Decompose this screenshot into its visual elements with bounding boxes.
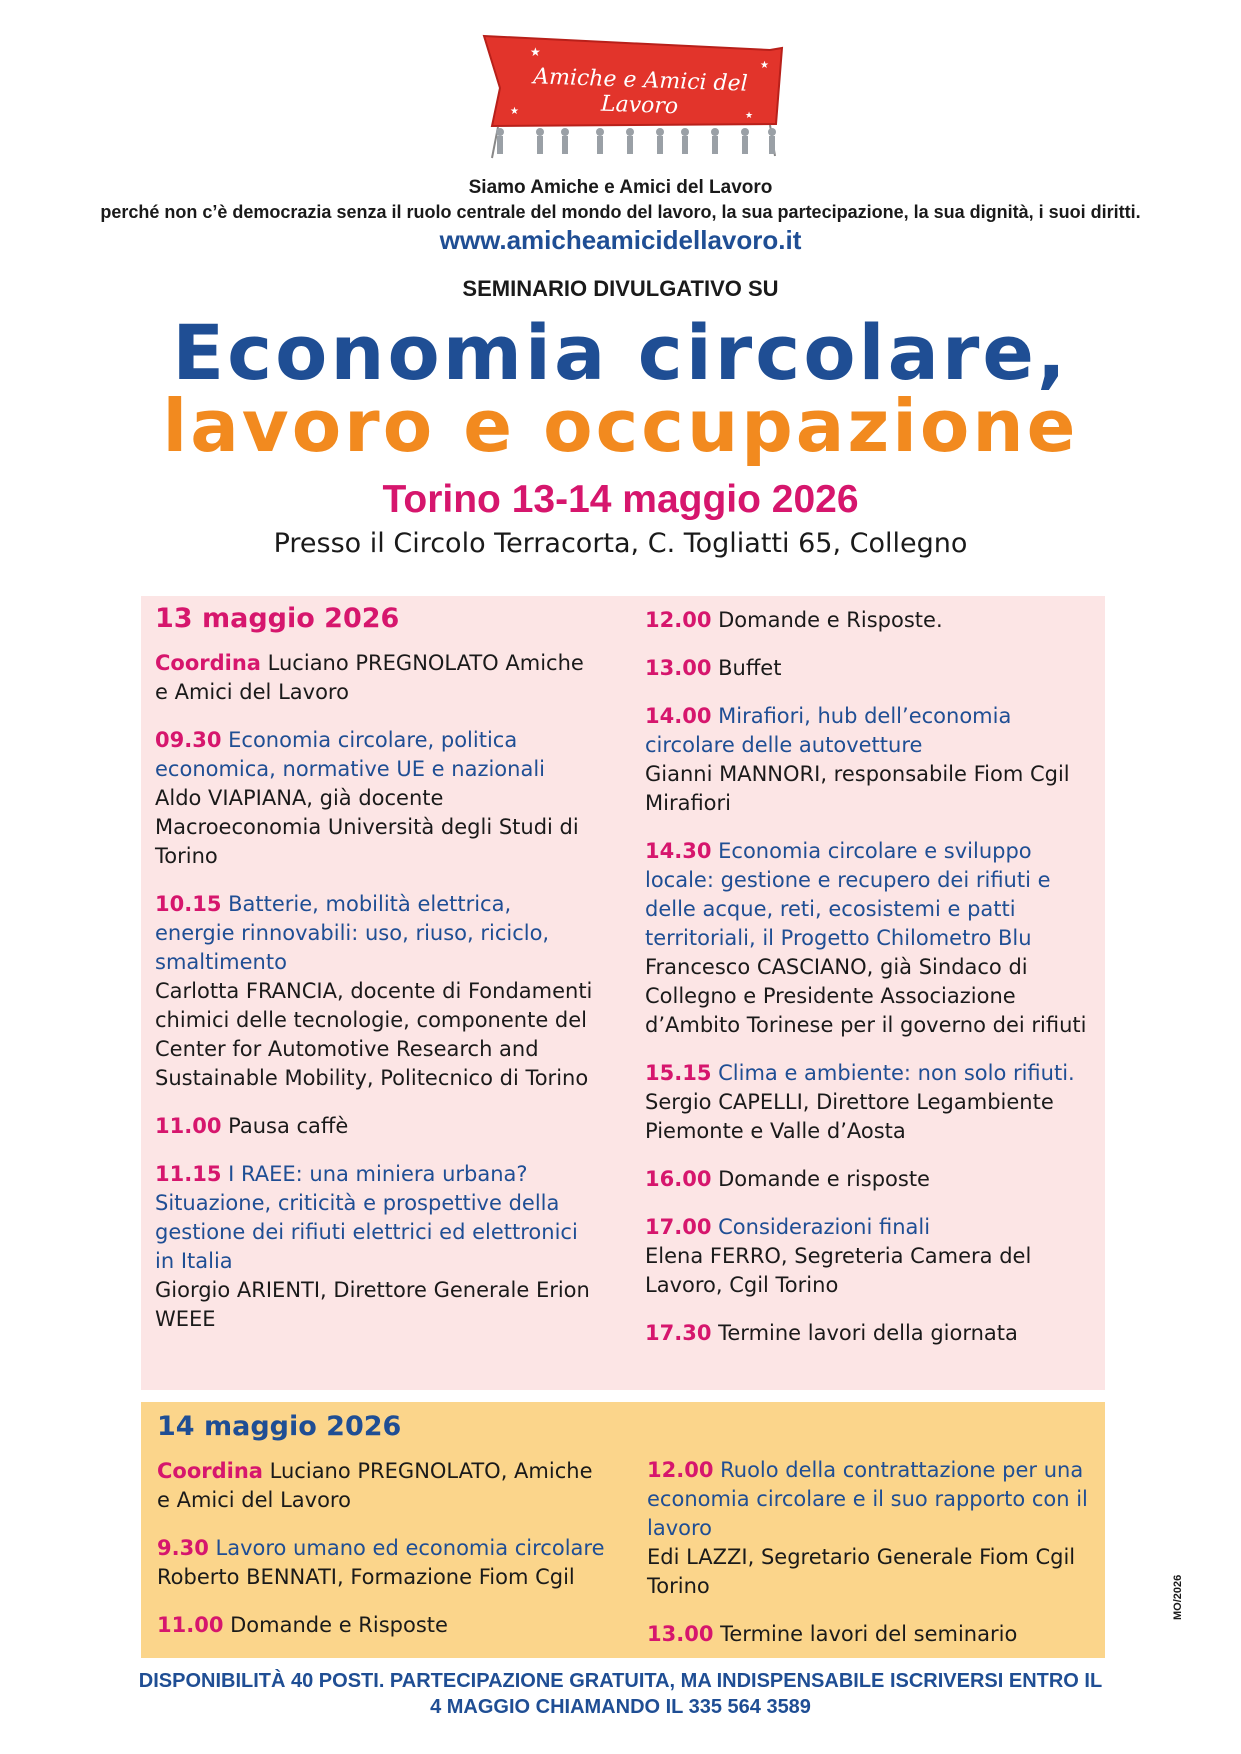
title-line2: lavoro e occupazione (162, 384, 1079, 468)
entry-time: 14.00 (645, 704, 712, 728)
entry-time: 11.00 (157, 1613, 224, 1637)
coord-label: Coordina (155, 651, 261, 675)
day1-right-column (645, 606, 1095, 1367)
entry-topic: Mirafiori, hub dell’economia circolare delle autovetture (645, 704, 1012, 757)
entry-time: 14.30 (645, 839, 712, 863)
entry-speaker: Carlotta FRANCIA, docente di Fondamenti chimici delle tecnologie, componente del Center for Automotive Research and Sustainable Mobility, Politecnico di Torino (155, 979, 593, 1090)
website-link[interactable]: www.amicheamicidellavoro.it (439, 225, 802, 255)
program-entry (155, 726, 595, 871)
program-entry (157, 1534, 605, 1592)
day2-label: 14 maggio 2026 (157, 1411, 402, 1442)
entry-speaker: Sergio CAPELLI, Direttore Legambiente Piemonte e Valle d’Aosta (645, 1090, 1054, 1143)
entry-speaker: Roberto BENNATI, Formazione Fiom Cgil (157, 1565, 575, 1589)
entry-topic: Economia circolare e sviluppo locale: gestione e recupero dei rifiuti e delle acque, reti, ecosistemi e patti territoriali, il Progetto Chilometro Blu (645, 839, 1051, 950)
program-entry (155, 1112, 595, 1141)
program-entry (645, 1319, 1095, 1348)
svg-text:★: ★ (745, 111, 754, 121)
coord-label: Coordina (157, 1459, 263, 1483)
entry-time: 12.00 (647, 1458, 714, 1482)
svg-text:★: ★ (510, 106, 519, 117)
entry-time: 13.00 (647, 1622, 714, 1646)
footer-line1: DISPONIBILITÀ 40 POSTI. PARTECIPAZIONE GRATUITA, MA INDISPENSABILE ISCRIVERSI ENTRO IL (138, 1670, 1103, 1692)
coord-text: Luciano PREGNOLATO Amiche e Amici del Lavoro (155, 651, 584, 704)
svg-text:★: ★ (530, 45, 541, 59)
entry-speaker: Domande e risposte (718, 1167, 930, 1191)
entry-topic: Clima e ambiente: non solo rifiuti. (718, 1061, 1075, 1085)
entry-time: 11.15 (155, 1162, 222, 1186)
day2-left-column (157, 1412, 605, 1659)
program-entry (645, 1213, 1095, 1300)
entry-speaker: Termine lavori del seminario (720, 1622, 1018, 1646)
entry-topic: Batterie, mobilità elettrica, energie rinnovabili: uso, riuso, riciclo, smaltimento (155, 892, 550, 974)
day2-coordinator (157, 1457, 605, 1515)
entry-speaker: Gianni MANNORI, responsabile Fiom Cgil Mirafiori (645, 762, 1070, 815)
intro-line2: perché non c’è democrazia senza il ruolo centrale del mondo del lavoro, la sua partecipazione, la sua dignità, i suoi diritti. (100, 202, 1141, 222)
entry-time: 13.00 (645, 656, 712, 680)
entry-time: 15.15 (645, 1061, 712, 1085)
title-line1: Economia circolare, (172, 308, 1069, 397)
entry-time: 9.30 (157, 1536, 209, 1560)
entry-topic: Economia circolare, politica economica, normative UE e nazionali (155, 728, 546, 781)
program-entry (645, 837, 1095, 1040)
coord-text: Luciano PREGNOLATO, Amiche e Amici del Lavoro (157, 1459, 593, 1512)
day2-right-column (647, 1456, 1097, 1668)
program-entry (645, 606, 1095, 635)
day1-panel (141, 596, 1105, 1390)
program-entry (645, 1059, 1095, 1146)
day1-label: 13 maggio 2026 (155, 603, 400, 634)
program-entry (645, 702, 1095, 818)
entry-speaker: Giorgio ARIENTI, Direttore Generale Erion WEEE (155, 1278, 590, 1331)
entry-speaker: Aldo VIAPIANA, già docente Macroeconomia Università degli Studi di Torino (155, 786, 579, 868)
entry-speaker: Francesco CASCIANO, già Sindaco di Collegno e Presidente Associazione d’Ambito Torinese per il governo dei rifiuti (645, 955, 1087, 1037)
entry-time: 16.00 (645, 1167, 712, 1191)
entry-speaker: Domande e Risposte. (718, 608, 943, 632)
footer-line2: 4 MAGGIO CHIAMANDO IL 335 564 3589 (430, 1696, 811, 1718)
event-place: Presso il Circolo Terracorta, C. Togliatti 65, Collegno (273, 528, 968, 559)
entry-speaker: Elena FERRO, Segreteria Camera del Lavoro, Cgil Torino (645, 1244, 1032, 1297)
program-entry (645, 654, 1095, 683)
entry-time: 17.00 (645, 1215, 712, 1239)
entry-time: 12.00 (645, 608, 712, 632)
entry-time: 11.00 (155, 1114, 222, 1138)
intro-line1: Siamo Amiche e Amici del Lavoro (468, 177, 773, 198)
document-code: MO/2026 (1172, 1574, 1184, 1620)
program-entry (647, 1620, 1097, 1649)
entry-speaker: Edi LAZZI, Segretario Generale Fiom Cgil Torino (647, 1545, 1076, 1598)
entry-speaker: Buffet (718, 656, 782, 680)
program-entry (157, 1611, 605, 1640)
program-entry (647, 1456, 1097, 1601)
entry-speaker: Termine lavori della giornata (718, 1321, 1018, 1345)
entry-topic: Lavoro umano ed economia circolare (215, 1536, 605, 1560)
entry-topic: I RAEE: una miniera urbana? Situazione, criticità e prospettive della gestione dei rifiuti elettrici ed elettronici in Italia (155, 1162, 578, 1273)
seminar-label: SEMINARIO DIVULGATIVO SU (462, 276, 779, 301)
logo (470, 28, 800, 168)
entry-speaker: Domande e Risposte (230, 1613, 448, 1637)
day2-panel (141, 1402, 1105, 1658)
day1-coordinator (155, 649, 595, 707)
entry-topic: Ruolo della contrattazione per una economia circolare e il suo rapporto con il lavoro (647, 1458, 1088, 1540)
program-entry (645, 1165, 1095, 1194)
entry-speaker: Pausa caffè (228, 1114, 349, 1138)
entry-time: 17.30 (645, 1321, 712, 1345)
logo-text: Amiche e Amici del Lavoro (532, 64, 749, 120)
program-entry (155, 1160, 595, 1334)
entry-topic: Considerazioni finali (718, 1215, 931, 1239)
entry-time: 09.30 (155, 728, 222, 752)
entry-time: 10.15 (155, 892, 222, 916)
program-entry (155, 890, 595, 1093)
svg-text:★: ★ (760, 60, 769, 71)
day1-left-column (155, 604, 595, 1353)
event-city-date: Torino 13-14 maggio 2026 (382, 478, 859, 521)
people-figures-icon (496, 128, 776, 154)
